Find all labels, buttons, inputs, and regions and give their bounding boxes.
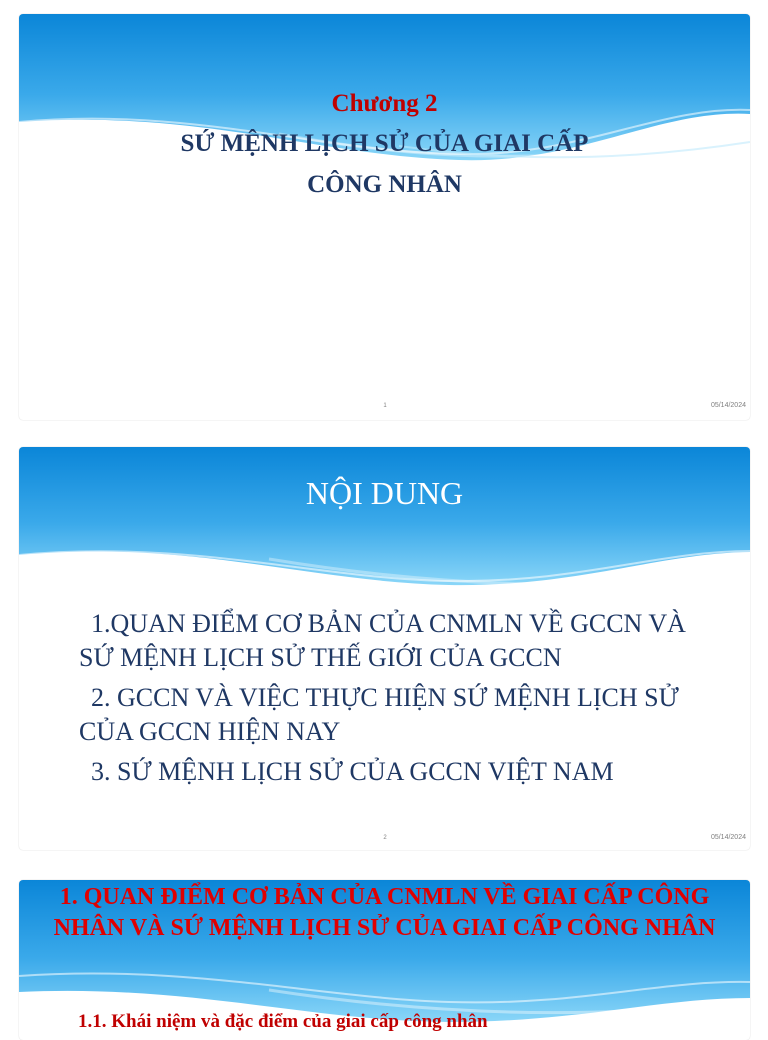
slide-2 — [19, 447, 750, 850]
slide-title-line-2: CÔNG NHÂN — [307, 171, 462, 198]
slide-1 — [19, 14, 750, 420]
slide-title-line-1: SỨ MỆNH LỊCH SỬ CỦA GIAI CẤP — [180, 130, 589, 157]
contents-list — [79, 607, 719, 795]
chapter-label: Chương 2 — [331, 90, 438, 117]
slide-3 — [19, 880, 750, 1040]
slide-number: 1 — [383, 403, 387, 409]
list-item: 2. GCCN VÀ VIỆC THỰC HIỆN SỨ MỆNH LỊCH SỬ CỦA GCCN HIỆN NAY — [79, 683, 679, 746]
slide-date: 05/14/2024 — [710, 834, 746, 841]
section-subheading: 1.1. Khái niệm và đặc điểm của giai cấp công nhân — [78, 1011, 488, 1032]
slide-2-wave-banner — [19, 447, 750, 597]
slide-date: 05/14/2024 — [710, 402, 746, 409]
list-item: 3. SỨ MỆNH LỊCH SỬ CỦA GCCN VIỆT NAM — [91, 757, 614, 786]
slide-heading: NỘI DUNG — [305, 475, 464, 511]
slide-number: 2 — [383, 835, 387, 841]
section-heading: 1. QUAN ĐIỂM CƠ BẢN CỦA CNMLN VỀ GIAI CẤP CÔNG NHÂN VÀ SỨ MỆNH LỊCH SỬ CỦA GIAI CẤP CÔNG NHÂN — [53, 884, 716, 941]
list-item: 1.QUAN ĐIỂM CƠ BẢN CỦA CNMLN VỀ GCCN VÀ SỨ MỆNH LỊCH SỬ THẾ GIỚI CỦA GCCN — [79, 609, 686, 672]
